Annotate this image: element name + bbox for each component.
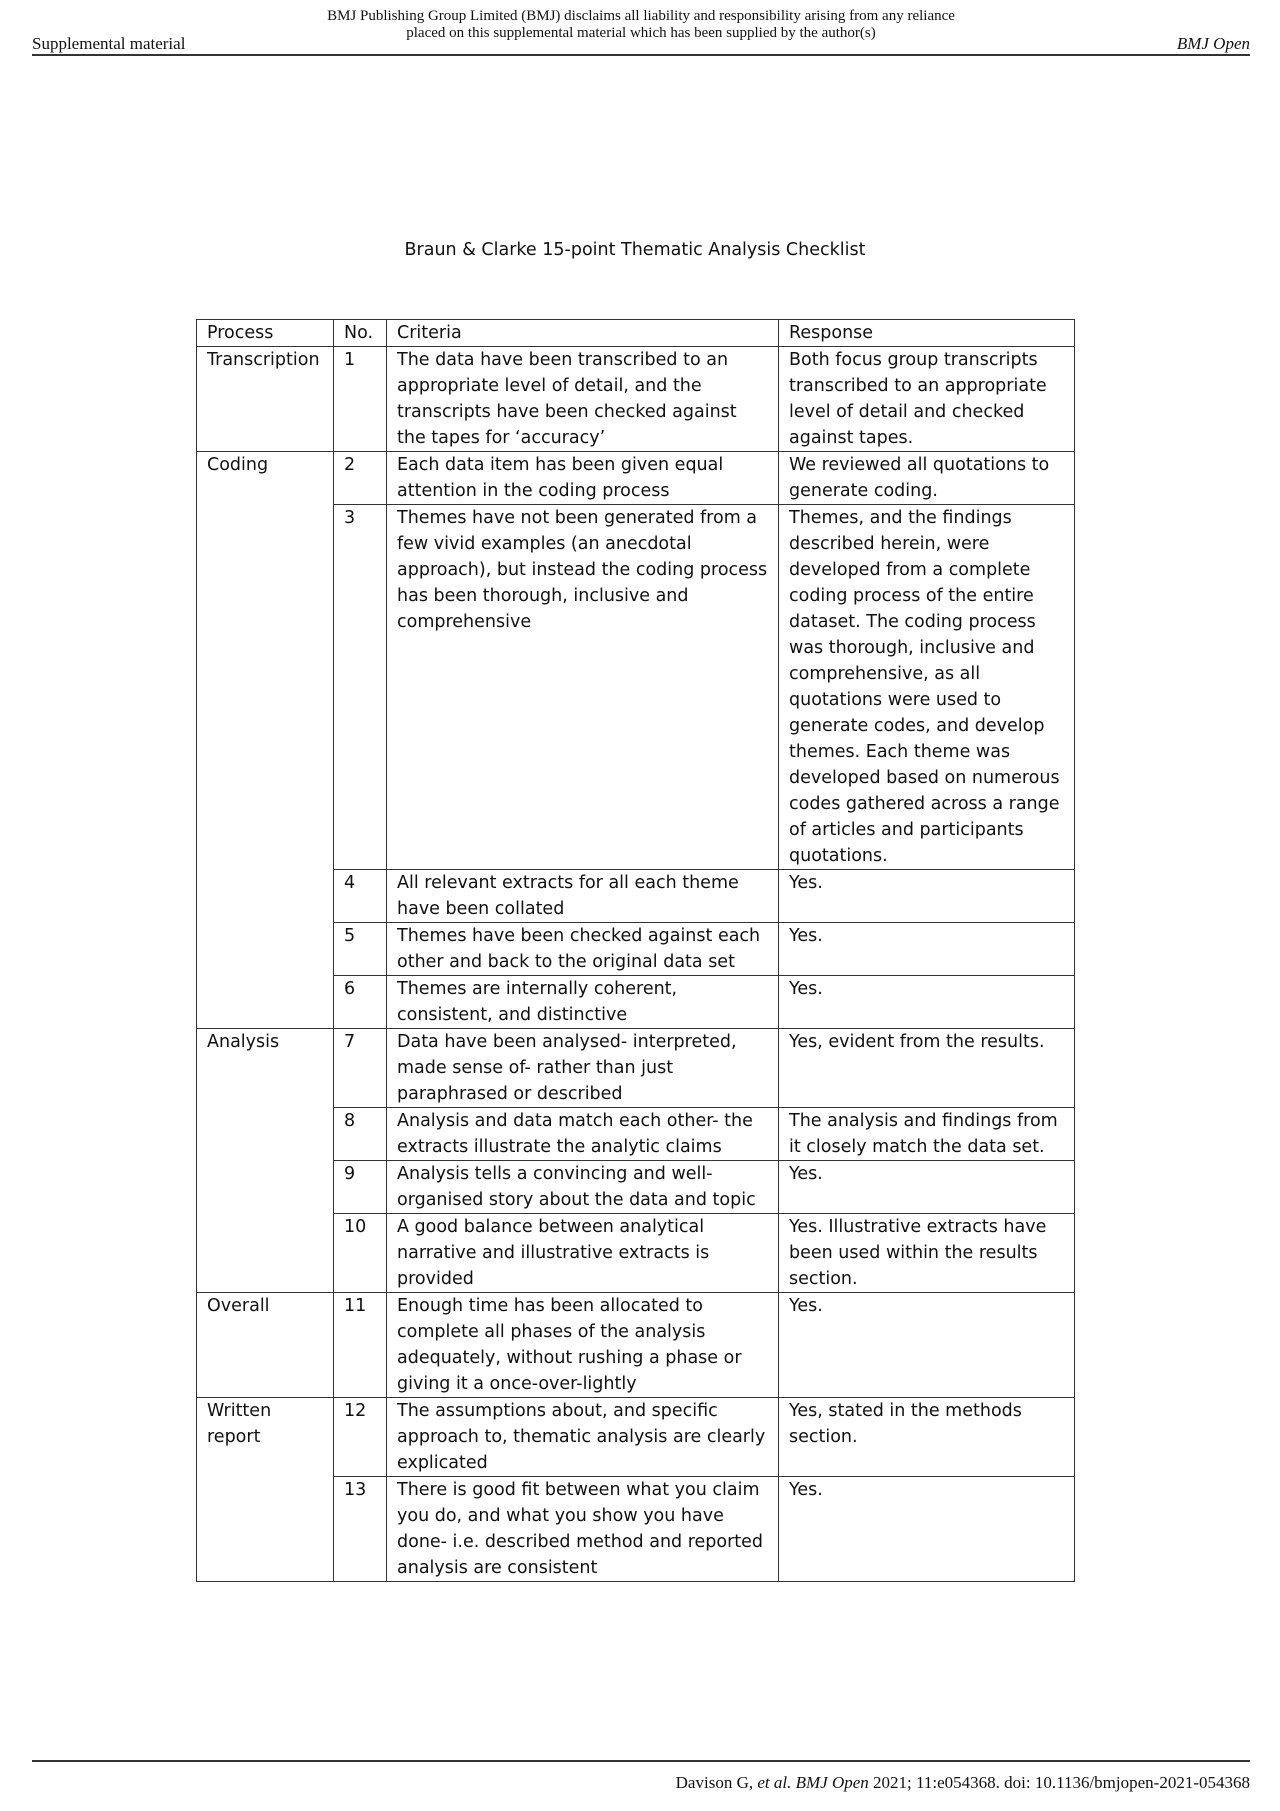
row-response: Yes. bbox=[779, 870, 1075, 923]
process-cell-coding: Coding bbox=[197, 452, 334, 505]
row-criteria: All relevant extracts for all each theme have been collated bbox=[387, 870, 779, 923]
row-criteria: Data have been analysed- interpreted, made sense of- rather than just paraphrased or described bbox=[387, 1029, 779, 1108]
row-response: Themes, and the findings described herein, were developed from a complete coding process of the entire dataset. The coding process was thorough, inclusive and comprehensive, as all quotations were used to generate codes, and develop themes. Each theme was developed based on numerous codes gathered across a range of articles and participants quotations. bbox=[779, 505, 1075, 870]
process-cell-empty bbox=[197, 1477, 334, 1582]
table-row bbox=[197, 1398, 1075, 1477]
table-row bbox=[197, 1293, 1075, 1398]
checklist-table bbox=[196, 319, 1075, 1582]
header-disclaimer bbox=[32, 8, 1250, 42]
row-response: Yes. bbox=[779, 976, 1075, 1029]
page-footer-citation bbox=[676, 1773, 1250, 1793]
row-number: 9 bbox=[334, 1161, 387, 1214]
process-cell-analysis: Analysis bbox=[197, 1029, 334, 1108]
header-supplemental-label: Supplemental material bbox=[32, 34, 186, 53]
row-number: 12 bbox=[334, 1398, 387, 1477]
row-response: Yes. bbox=[779, 1477, 1075, 1582]
row-criteria: Analysis and data match each other- the extracts illustrate the analytic claims bbox=[387, 1108, 779, 1161]
row-number: 2 bbox=[334, 452, 387, 505]
table-row bbox=[197, 1161, 1075, 1214]
header-disclaimer-line-2: placed on this supplemental material which has been supplied by the author(s) bbox=[406, 25, 876, 41]
process-cell-overall: Overall bbox=[197, 1293, 334, 1398]
row-criteria: The assumptions about, and specific approach to, thematic analysis are clearly explicated bbox=[387, 1398, 779, 1477]
table-row bbox=[197, 870, 1075, 923]
table-row bbox=[197, 976, 1075, 1029]
row-response: Both focus group transcripts transcribed to an appropriate level of detail and checked against tapes. bbox=[779, 347, 1075, 452]
row-number: 1 bbox=[334, 347, 387, 452]
row-criteria: Themes have been checked against each other and back to the original data set bbox=[387, 923, 779, 976]
header-journal-name: BMJ Open bbox=[1176, 34, 1250, 53]
document-title: Braun & Clarke 15-point Thematic Analysis Checklist bbox=[404, 240, 866, 260]
row-number: 7 bbox=[334, 1029, 387, 1108]
process-cell-empty bbox=[197, 923, 334, 976]
process-cell-written-report: Written report bbox=[197, 1398, 334, 1477]
row-number: 10 bbox=[334, 1214, 387, 1293]
table-row bbox=[197, 452, 1075, 505]
footer-author: Davison G, bbox=[675, 1773, 754, 1792]
row-response: Yes. bbox=[779, 923, 1075, 976]
footer-etal: et al. bbox=[757, 1773, 792, 1792]
row-number: 11 bbox=[334, 1293, 387, 1398]
table-row bbox=[197, 923, 1075, 976]
row-number: 4 bbox=[334, 870, 387, 923]
row-response: The analysis and findings from it closely match the data set. bbox=[779, 1108, 1075, 1161]
header-no: No. bbox=[334, 320, 387, 347]
table-row bbox=[197, 347, 1075, 452]
process-cell-empty bbox=[197, 976, 334, 1029]
header-criteria: Criteria bbox=[387, 320, 779, 347]
table-row bbox=[197, 1029, 1075, 1108]
row-criteria: There is good fit between what you claim you do, and what you show you have done- i.e. described method and reported analysis are consistent bbox=[387, 1477, 779, 1582]
header-divider bbox=[32, 54, 1250, 56]
header-process: Process bbox=[197, 320, 334, 347]
table-row bbox=[197, 505, 1075, 870]
header-disclaimer-line-1: BMJ Publishing Group Limited (BMJ) disclaims all liability and responsibility arising from any reliance bbox=[327, 8, 955, 24]
row-criteria: Enough time has been allocated to complete all phases of the analysis adequately, without rushing a phase or giving it a once-over-lightly bbox=[387, 1293, 779, 1398]
row-number: 3 bbox=[334, 505, 387, 870]
row-criteria: Analysis tells a convincing and well-organised story about the data and topic bbox=[387, 1161, 779, 1214]
table-row bbox=[197, 1214, 1075, 1293]
table-header-row bbox=[197, 320, 1075, 347]
row-criteria: Themes have not been generated from a few vivid examples (an anecdotal approach), but instead the coding process has been thorough, inclusive and comprehensive bbox=[387, 505, 779, 870]
row-criteria: Themes are internally coherent, consistent, and distinctive bbox=[387, 976, 779, 1029]
row-criteria: The data have been transcribed to an appropriate level of detail, and the transcripts have been checked against the tapes for ‘accuracy’ bbox=[387, 347, 779, 452]
row-number: 5 bbox=[334, 923, 387, 976]
row-response: Yes. bbox=[779, 1161, 1075, 1214]
table-row bbox=[197, 1477, 1075, 1582]
footer-journal: BMJ Open bbox=[795, 1773, 869, 1792]
footer-divider bbox=[32, 1760, 1250, 1762]
page-header bbox=[32, 8, 1250, 56]
process-cell-empty bbox=[197, 1214, 334, 1293]
row-response: Yes, stated in the methods section. bbox=[779, 1398, 1075, 1477]
footer-citation-details: 2021; 11:e054368. doi: 10.1136/bmjopen-2021-054368 bbox=[873, 1773, 1250, 1792]
process-cell-empty bbox=[197, 1161, 334, 1214]
process-cell-transcription: Transcription bbox=[197, 347, 334, 452]
row-response: We reviewed all quotations to generate coding. bbox=[779, 452, 1075, 505]
row-response: Yes, evident from the results. bbox=[779, 1029, 1075, 1108]
table-row bbox=[197, 1108, 1075, 1161]
process-cell-empty bbox=[197, 870, 334, 923]
header-response: Response bbox=[779, 320, 1075, 347]
process-cell-empty bbox=[197, 1108, 334, 1161]
row-criteria: A good balance between analytical narrative and illustrative extracts is provided bbox=[387, 1214, 779, 1293]
row-number: 6 bbox=[334, 976, 387, 1029]
process-cell-empty bbox=[197, 505, 334, 870]
row-response: Yes. bbox=[779, 1293, 1075, 1398]
row-number: 13 bbox=[334, 1477, 387, 1582]
row-criteria: Each data item has been given equal attention in the coding process bbox=[387, 452, 779, 505]
row-response: Yes. Illustrative extracts have been used within the results section. bbox=[779, 1214, 1075, 1293]
row-number: 8 bbox=[334, 1108, 387, 1161]
